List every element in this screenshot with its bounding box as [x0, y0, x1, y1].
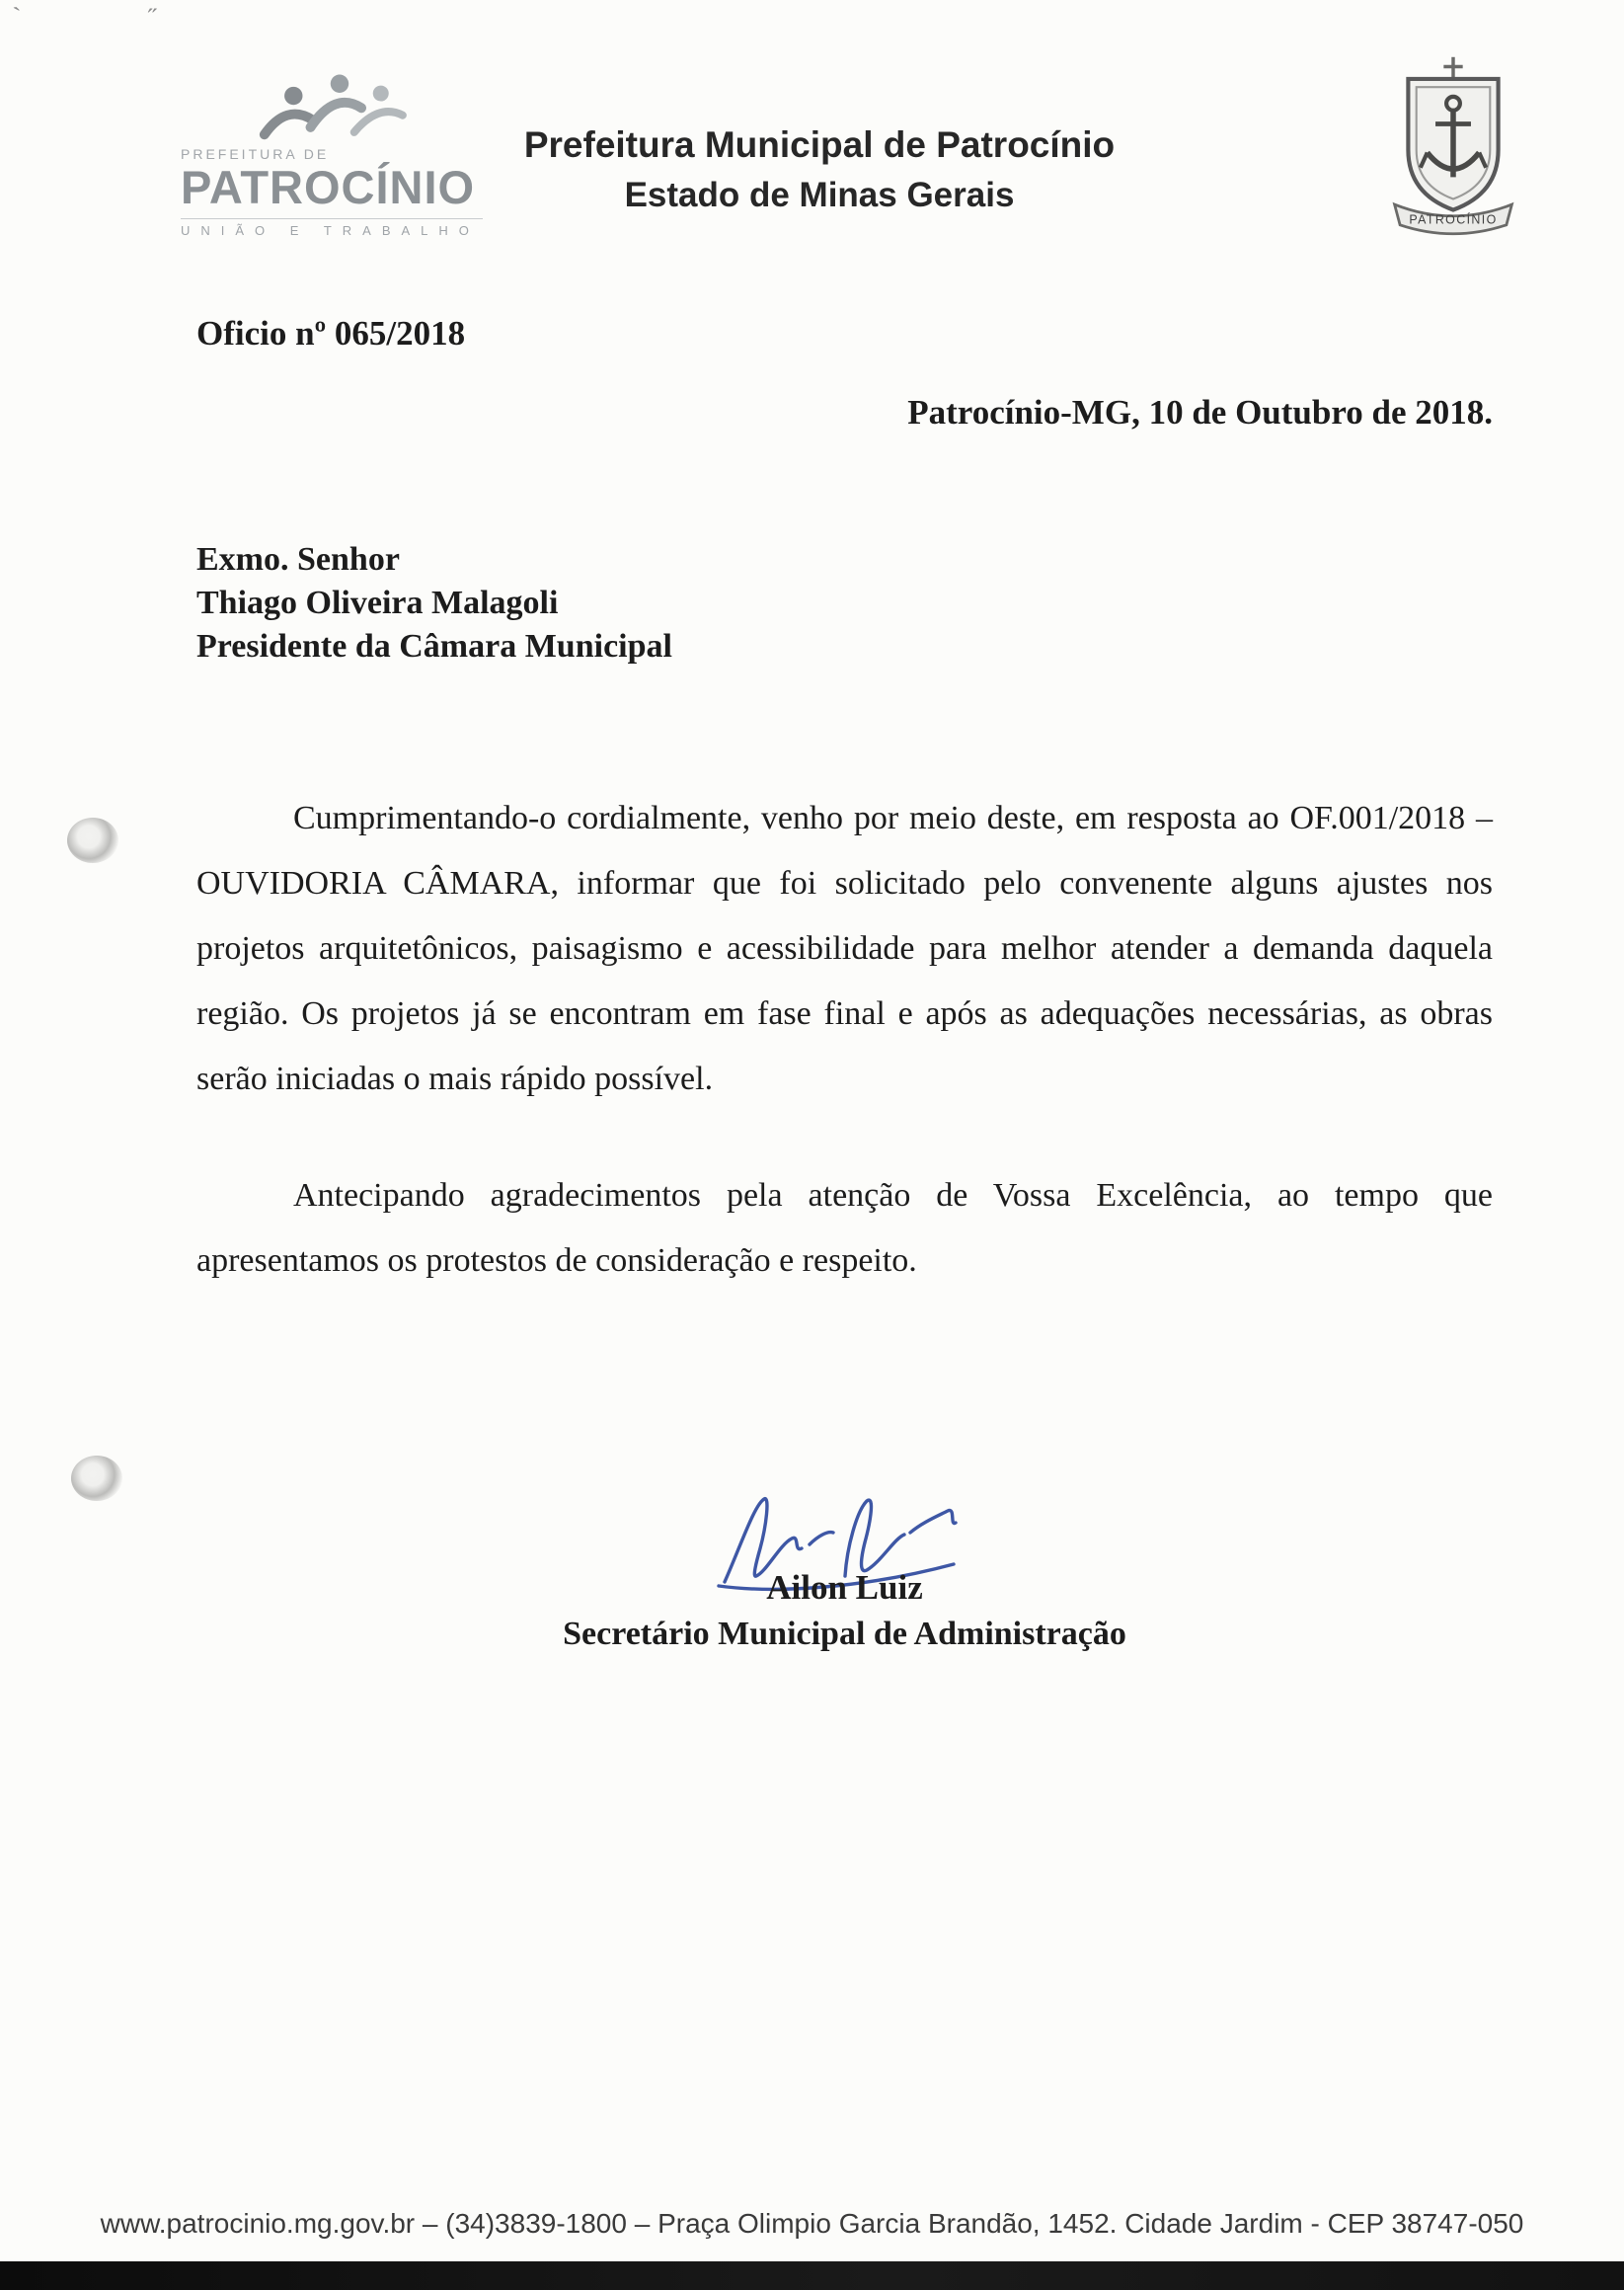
recipient-salutation: Exmo. Senhor: [196, 541, 400, 578]
footer-bar: [0, 2261, 1624, 2290]
scan-artifact: ˝: [148, 4, 157, 33]
document-reference: Oficio nº 065/2018: [196, 314, 466, 353]
letter-body: [196, 786, 1493, 1294]
scan-artifact: `: [11, 1, 26, 32]
footer-contact: www.patrocinio.mg.gov.br – (34)3839-1800 – Praça Olimpio Garcia Brandão, 1452. Cidade Jardim - CEP 38747-050: [100, 2208, 1524, 2239]
coat-of-arms: [1378, 51, 1528, 247]
hole-punch-mark: [71, 1456, 122, 1501]
paragraph: Cumprimentando-o cordialmente, venho por meio deste, em resposta ao OF.001/2018 – OUVIDORIA CÂMARA, informar que foi solicitado pelo convenente alguns ajustes nos projetos arquitetônicos, paisagismo e acessibilidade para melhor atender a demanda daquela região. Os projetos já se encontram em fase final e após as adequações necessárias, as obras serão iniciadas o mais rápido possível.: [196, 800, 1493, 1097]
coat-of-arms-icon: [1378, 51, 1528, 243]
recipient-title: Presidente da Câmara Municipal: [196, 628, 672, 665]
logo-pre-label: PREFEITURA DE: [181, 146, 330, 162]
logo-motto: UNIÃO E TRABALHO: [181, 218, 483, 238]
dateline: Patrocínio-MG, 10 de Outubro de 2018.: [907, 393, 1493, 432]
recipient-name: Thiago Oliveira Malagoli: [196, 585, 559, 621]
recipient-block: [196, 538, 672, 669]
signatory-name: Ailon Luiz: [766, 1568, 923, 1607]
letterhead-title-line1: Prefeitura Municipal de Patrocínio: [523, 124, 1116, 165]
logo-figures-icon: [232, 69, 416, 154]
letterhead-title: [464, 124, 1175, 215]
city-logo: [181, 69, 483, 238]
letterhead-title-line2: Estado de Minas Gerais: [624, 176, 1015, 214]
signatory-title: Secretário Municipal de Administração: [563, 1616, 1126, 1652]
paragraph: Antecipando agradecimentos pela atenção de Vossa Excelência, ao tempo que apresentamos os protestos de consideração e respeito.: [196, 1177, 1493, 1279]
logo-name: PATROCÍNIO: [181, 161, 476, 213]
crest-banner-text: PATROCÍNIO: [1409, 212, 1498, 227]
hole-punch-mark: [67, 818, 118, 863]
